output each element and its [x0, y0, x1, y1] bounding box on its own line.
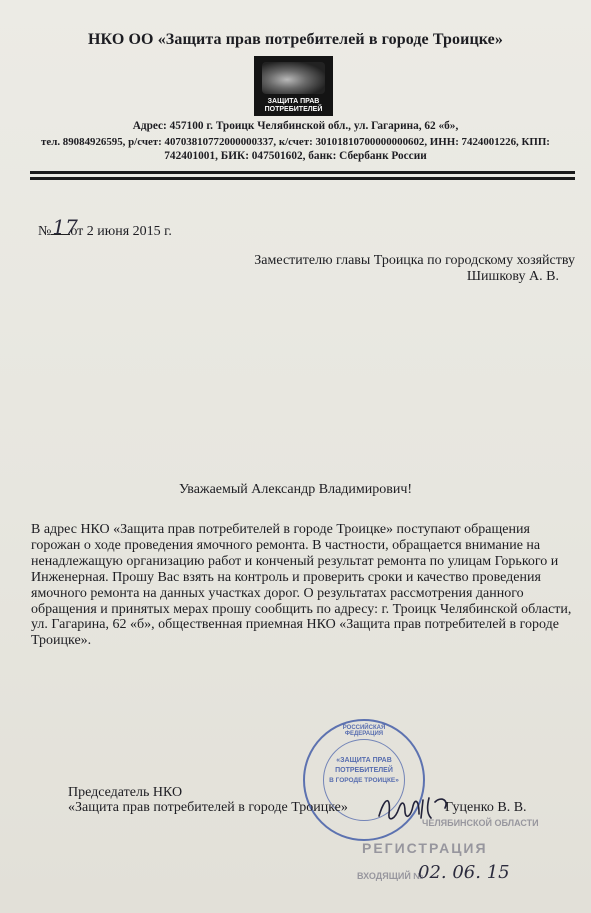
header-divider-top: [30, 171, 575, 174]
seal-text-line1: «ЗАЩИТА ПРАВ: [336, 757, 392, 764]
registration-region: ЧЕЛЯБИНСКОЙ ОБЛАСТИ: [422, 818, 539, 828]
address-line-2: тел. 89084926595, р/счет: 40703810772000000337, к/счет: 30101810700000000602, ИНН: 7424001226, КПП:: [41, 136, 550, 148]
logo-image: [262, 62, 325, 94]
organization-logo: [254, 56, 333, 116]
recipient-position: Заместителю главы Троицка по городскому хозяйству: [254, 253, 575, 268]
body-line: Троицке».: [31, 633, 92, 649]
registration-title: РЕГИСТРАЦИЯ: [362, 840, 488, 856]
signer-name: Гуценко В. В.: [445, 800, 527, 815]
logo-text-line1: ЗАЩИТА ПРАВ: [267, 98, 320, 105]
letter-number-field: [51, 215, 78, 239]
body-line: В адрес НКО «Защита прав потребителей в городе Троицке» поступают обращения: [31, 522, 530, 537]
body-line: обращения и принятых мерах прошу сообщить по адресу: г. Троицк Челябинской области,: [31, 601, 572, 617]
greeting: Уважаемый Александр Владимирович!: [178, 482, 413, 497]
address-line-3: 742401001, БИК: 047501602, банк: Сбербанк России: [164, 150, 427, 162]
letter-number-date: [38, 215, 172, 240]
signer-title-line2: «Защита прав потребителей в городе Троицке»: [68, 800, 348, 815]
letter-date: от 2 июня 2015 г.: [70, 224, 172, 239]
letter-body: [31, 522, 576, 649]
signer-title-line1: Председатель НКО: [68, 785, 183, 800]
organization-title: НКО ОО «Защита прав потребителей в городе Троицке»: [88, 31, 503, 48]
logo-text-line2: ПОТРЕБИТЕЛЕЙ: [264, 106, 323, 113]
body-line: Инженерная. Прошу Вас взять на контроль и проверить сроки и качество проведения: [31, 569, 541, 585]
number-sign: №: [38, 224, 52, 239]
body-line: ул. Гагарина, 62 «б», общественная приемная НКО «Защита прав потребителей в городе: [31, 617, 559, 633]
address-line-1: Адрес: 457100 г. Троицк Челябинской обл., ул. Гагарина, 62 «б»,: [132, 120, 459, 132]
registration-date-handwritten: 02. 06. 15: [418, 862, 510, 883]
header-divider-bottom: [30, 177, 575, 180]
body-line: ямочного ремонта на данных участках дорог. О результатах рассмотрения данного: [31, 585, 524, 601]
seal-text-line3: В ГОРОДЕ ТРОИЦКЕ»: [329, 777, 399, 784]
body-line: горожан о ходе проведения ямочного ремонта. В частности, обращается внимание на: [31, 537, 541, 553]
registration-incoming-label: ВХОДЯЩИЙ №: [357, 871, 424, 881]
handwritten-signature: [375, 790, 455, 826]
recipient-name: Шишкову А. В.: [466, 269, 559, 284]
seal-text-line2: ПОТРЕБИТЕЛЕЙ: [335, 767, 393, 774]
body-line: ненадлежащую организацию работ и конченый результат ремонта по улицам Горького и: [31, 553, 559, 569]
seal-rim-text: РОССИЙСКАЯ ФЕДЕРАЦИЯ: [342, 725, 386, 737]
letter-number-handwritten: 17: [52, 215, 78, 239]
